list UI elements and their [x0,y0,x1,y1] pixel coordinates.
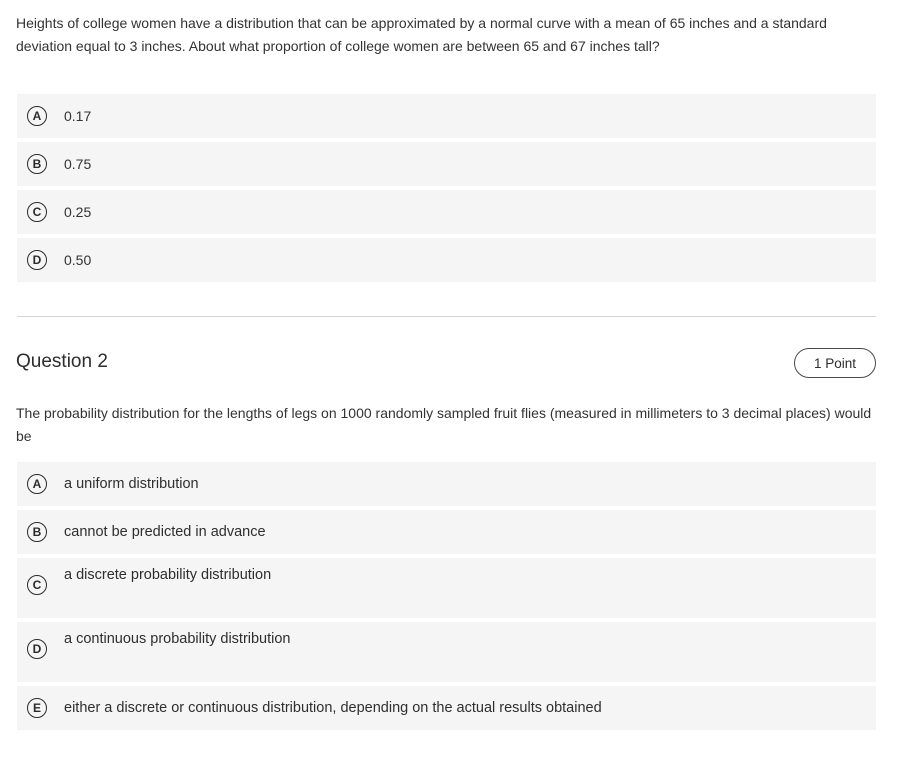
option-letter-badge: A [27,106,47,126]
q1-option-b[interactable] [17,142,876,186]
section-divider [17,316,876,317]
option-letter-badge: D [27,639,47,659]
option-letter-badge: A [27,474,47,494]
option-label: 0.25 [64,204,92,220]
option-label: cannot be predicted in advance [64,524,266,540]
q1-option-c[interactable] [17,190,876,234]
option-letter-badge: B [27,154,47,174]
option-label: either a discrete or continuous distribution, depending on the actual results obtained [64,700,602,716]
q2-option-a[interactable] [17,462,876,506]
question-2-heading: Question 2 [16,351,108,372]
q2-option-d[interactable] [17,622,876,682]
q1-option-a[interactable] [17,94,876,138]
question-1-text: Heights of college women have a distribution that can be approximated by a normal curve with a mean of 65 inches and a standard deviation equal to 3 inches. About what proportion of college women are between 65 and 67 inches tall? [16,15,827,54]
question-1-options [17,94,876,286]
option-letter-badge: D [27,250,47,270]
option-letter-badge: C [27,202,47,222]
question-2-text: The probability distribution for the lengths of legs on 1000 randomly sampled fruit flies (measured in millimeters to 3 decimal places) would be [16,405,872,444]
q2-option-c[interactable] [17,558,876,618]
option-label: a continuous probability distribution [64,631,291,647]
option-label: 0.75 [64,156,92,172]
points-badge: 1 Point [794,348,876,378]
option-letter-badge: C [27,575,47,595]
q1-option-d[interactable] [17,238,876,282]
option-label: a discrete probability distribution [64,567,272,583]
q2-option-b[interactable] [17,510,876,554]
q2-option-e[interactable] [17,686,876,730]
option-letter-badge: B [27,522,47,542]
option-label: 0.50 [64,252,92,268]
option-label: 0.17 [64,108,92,124]
question-2-options [17,462,876,734]
option-label: a uniform distribution [64,476,199,492]
option-letter-badge: E [27,698,47,718]
